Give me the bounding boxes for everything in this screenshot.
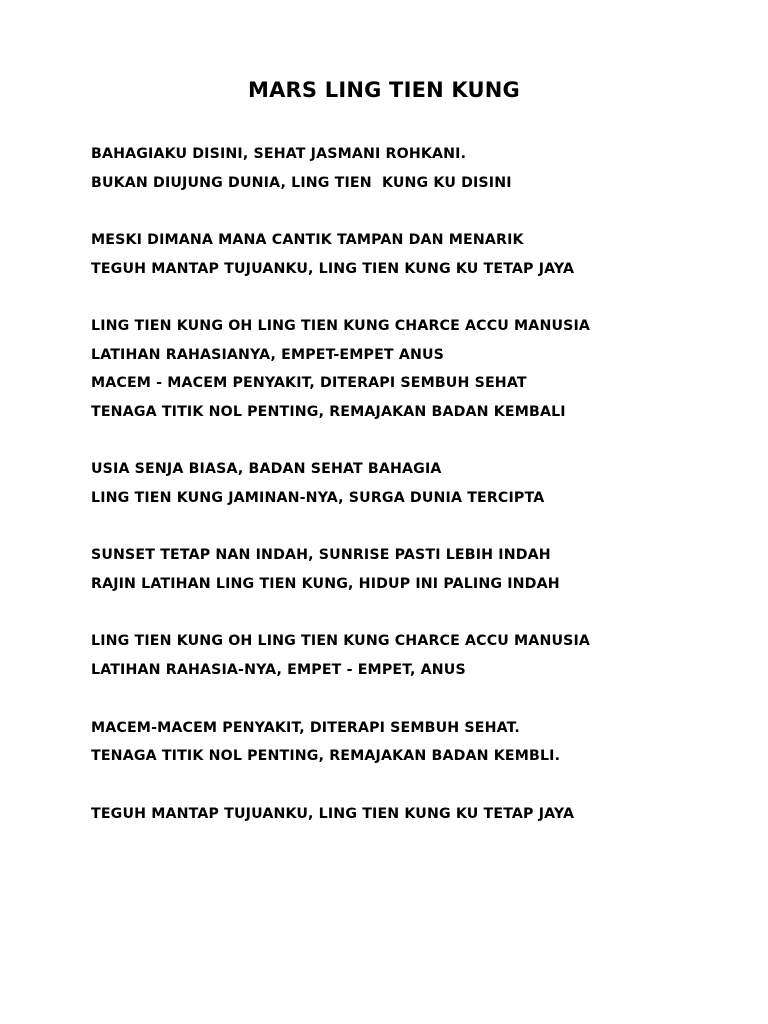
- verse-4-line-1: USIA SENJA BIASA, BADAN SEHAT BAHAGIA: [91, 461, 442, 477]
- verse-1-line-1: BAHAGIAKU DISINI, SEHAT JASMANI ROHKANI.: [91, 146, 467, 162]
- page-title: MARS LING TIEN KUNG: [247, 78, 520, 102]
- verse-3-line-3: MACEM - MACEM PENYAKIT, DITERAPI SEMBUH SEHAT: [91, 375, 527, 391]
- verse-6-line-2: LATIHAN RAHASIA-NYA, EMPET - EMPET, ANUS: [91, 662, 466, 678]
- verse-3-line-1: LING TIEN KUNG OH LING TIEN KUNG CHARCE ACCU MANUSIA: [91, 318, 591, 334]
- verse-6-line-1: LING TIEN KUNG OH LING TIEN KUNG CHARCE ACCU MANUSIA: [91, 633, 591, 649]
- verse-7-line-2: TENAGA TITIK NOL PENTING, REMAJAKAN BADAN KEMBLI.: [91, 748, 561, 764]
- verse-2-line-1: MESKI DIMANA MANA CANTIK TAMPAN DAN MENARIK: [91, 232, 524, 248]
- verse-3-line-2: LATIHAN RAHASIANYA, EMPET-EMPET ANUS: [91, 347, 445, 363]
- verse-5-line-2: RAJIN LATIHAN LING TIEN KUNG, HIDUP INI PALING INDAH: [91, 576, 560, 592]
- verse-8-line-1: TEGUH MANTAP TUJUANKU, LING TIEN KUNG KU TETAP JAYA: [91, 806, 575, 822]
- verse-3-line-4: TENAGA TITIK NOL PENTING, REMAJAKAN BADAN KEMBALI: [91, 404, 566, 420]
- verse-1-line-2: BUKAN DIUJUNG DUNIA, LING TIEN KUNG KU DISINI: [91, 175, 512, 191]
- verse-4-line-2: LING TIEN KUNG JAMINAN-NYA, SURGA DUNIA TERCIPTA: [91, 490, 545, 506]
- verse-2-line-2: TEGUH MANTAP TUJUANKU, LING TIEN KUNG KU TETAP JAYA: [91, 261, 575, 277]
- verse-5-line-1: SUNSET TETAP NAN INDAH, SUNRISE PASTI LEBIH INDAH: [91, 547, 551, 563]
- verse-7-line-1: MACEM-MACEM PENYAKIT, DITERAPI SEMBUH SEHAT.: [91, 720, 520, 736]
